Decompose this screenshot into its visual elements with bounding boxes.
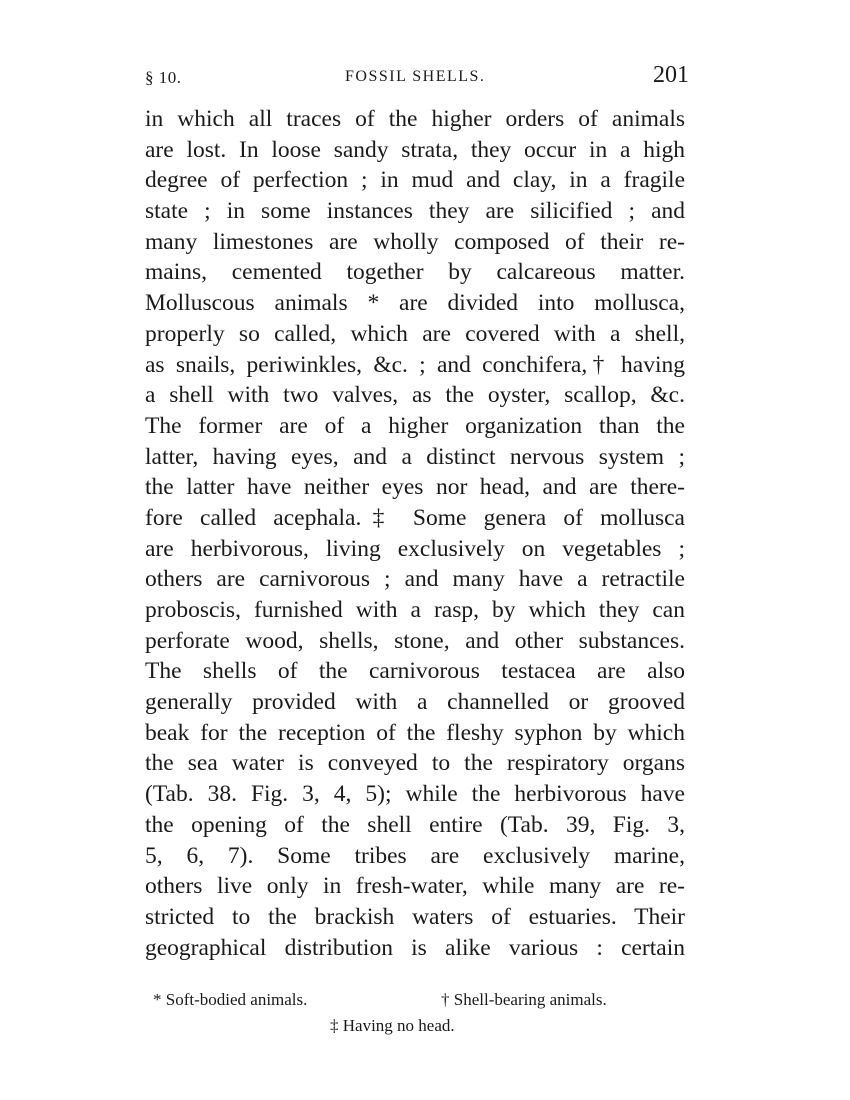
text-line: latter, having eyes, and a distinct nervous system ; bbox=[145, 443, 685, 470]
text-line: as snails, periwinkles, &c. ; and conchifera,† having bbox=[145, 351, 685, 378]
text-line: geographical distribution is alike various : certain bbox=[145, 934, 685, 961]
text-line: Molluscous animals * are divided into mollusca, bbox=[145, 290, 685, 317]
text-line: stricted to the brackish waters of estuaries. Their bbox=[145, 903, 685, 930]
text-line: are lost. In loose sandy strata, they occur in a high bbox=[145, 136, 685, 163]
text-line: others are carnivorous ; and many have a retractile bbox=[145, 566, 685, 593]
text-line: degree of perfection ; in mud and clay, in a fragile bbox=[145, 167, 685, 194]
text-line: mains, cemented together by calcareous matter. bbox=[145, 259, 685, 286]
text-line: 5, 6, 7). Some tribes are exclusively marine, bbox=[145, 842, 685, 869]
section-marker: § 10. bbox=[145, 68, 182, 87]
text-line: in which all traces of the higher orders of animals bbox=[145, 106, 685, 132]
footnote-no-head: ‡ Having no head. bbox=[330, 1016, 455, 1035]
running-head bbox=[145, 62, 689, 92]
text-line: many limestones are wholly composed of their re- bbox=[145, 228, 685, 255]
text-line: the sea water is conveyed to the respiratory organs bbox=[145, 750, 685, 777]
text-line: are herbivorous, living exclusively on vegetables ; bbox=[145, 535, 685, 562]
text-line: others live only in fresh-water, while many are re- bbox=[145, 873, 685, 900]
footnotes bbox=[145, 987, 685, 1035]
text-line: (Tab. 38. Fig. 3, 4, 5); while the herbivorous have bbox=[145, 781, 685, 808]
text-line: the latter have neither eyes nor head, and are there- bbox=[145, 474, 685, 501]
text-line: proboscis, furnished with a rasp, by which they can bbox=[145, 597, 685, 623]
page-number: 201 bbox=[653, 62, 689, 88]
text-line: properly so called, which are covered with a shell, bbox=[145, 320, 685, 347]
footnote-row bbox=[145, 1011, 685, 1035]
footnote-soft-bodied: * Soft-bodied animals. bbox=[153, 990, 308, 1009]
text-line: state ; in some instances they are silicified ; and bbox=[145, 198, 685, 225]
text-line: beak for the reception of the fleshy syphon by which bbox=[145, 719, 685, 746]
text-line: fore called acephala.‡ Some genera of mollusca bbox=[145, 504, 685, 531]
text-line: a shell with two valves, as the oyster, scallop, &c. bbox=[145, 382, 685, 409]
text-line: The former are of a higher organization than the bbox=[145, 412, 685, 439]
text-line: generally provided with a channelled or grooved bbox=[145, 689, 685, 716]
text-line: the opening of the shell entire (Tab. 39, Fig. 3, bbox=[145, 811, 685, 838]
body-text bbox=[145, 104, 685, 963]
footnote-row bbox=[145, 987, 685, 1011]
text-line: perforate wood, shells, stone, and other substances. bbox=[145, 627, 685, 654]
running-title: FOSSIL SHELLS. bbox=[345, 68, 486, 85]
footnote-shell-bearing: † Shell-bearing animals. bbox=[441, 990, 607, 1009]
text-line: The shells of the carnivorous testacea are also bbox=[145, 658, 685, 685]
